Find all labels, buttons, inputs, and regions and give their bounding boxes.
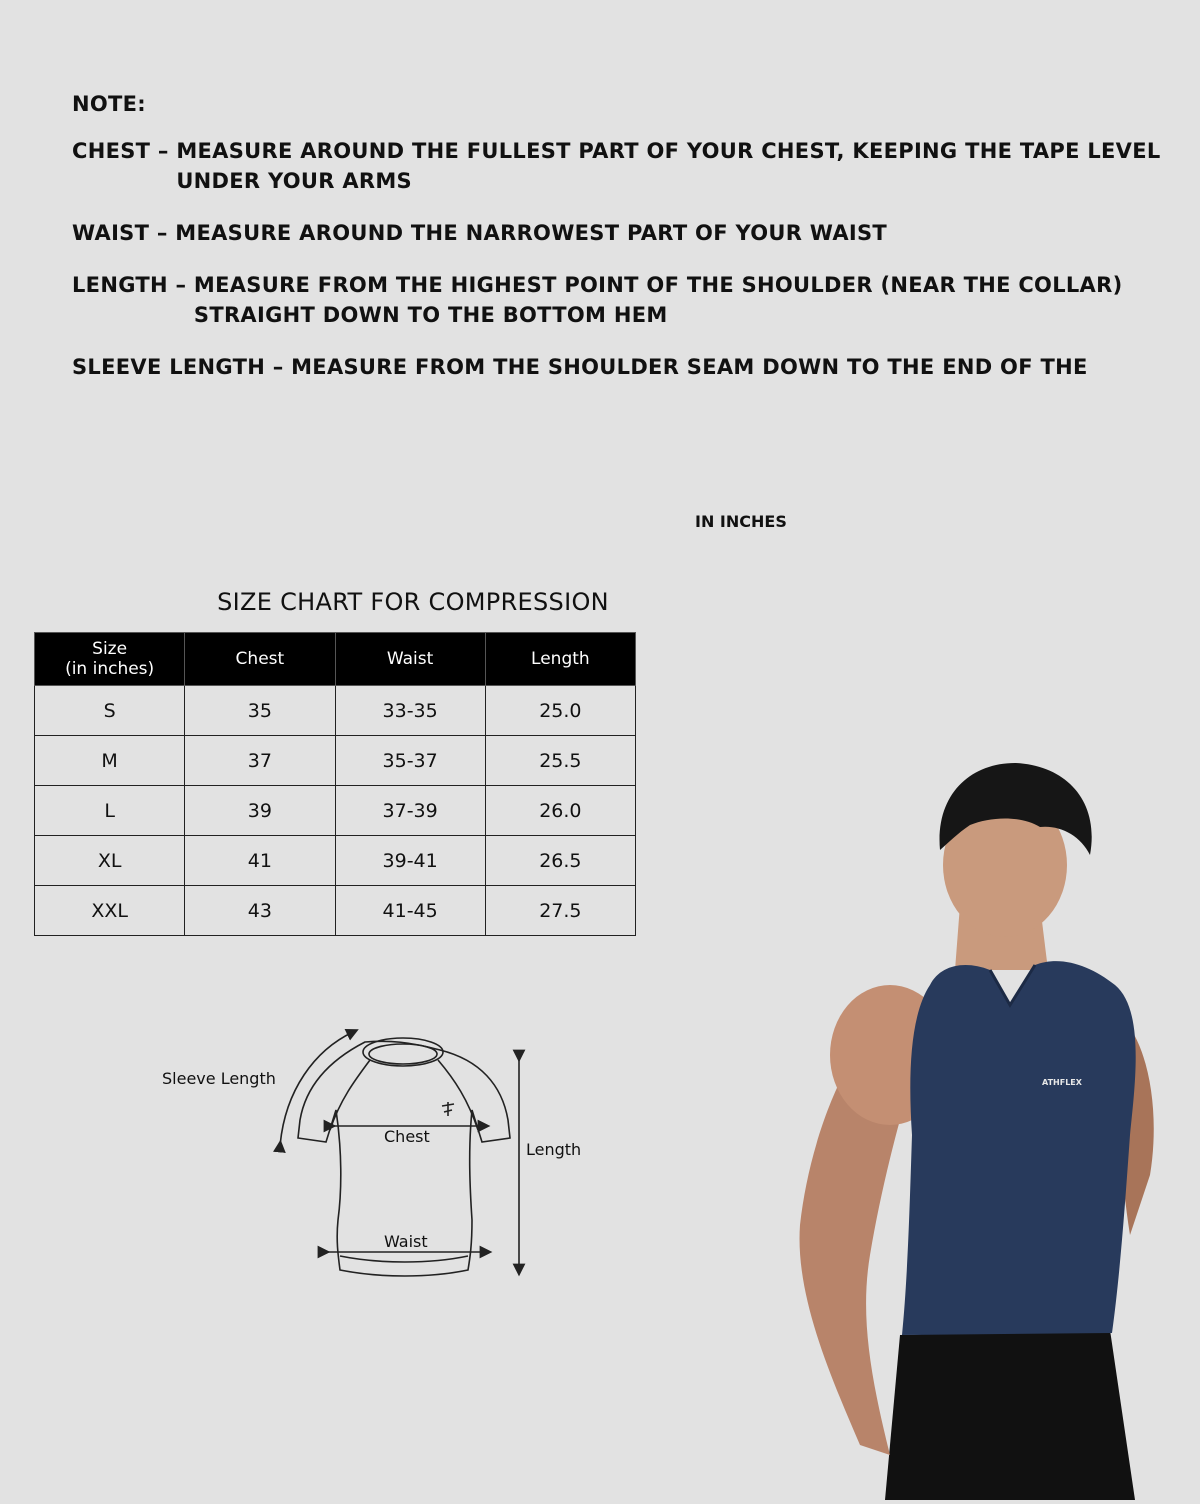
sleeve-length-label: Sleeve Length (162, 1069, 276, 1088)
length-cell: 25.5 (485, 736, 635, 786)
note-chest (72, 136, 1182, 196)
size-cell: S (35, 686, 185, 736)
chest-cell: 43 (185, 886, 335, 936)
header-waist: Waist (335, 633, 485, 686)
waist-cell: 41-45 (335, 886, 485, 936)
note-term: LENGTH (72, 273, 168, 297)
table-row (35, 686, 636, 736)
size-chart-title: SIZE CHART FOR COMPRESSION (217, 588, 609, 616)
length-cell: 25.0 (485, 686, 635, 736)
waist-cell: 37-39 (335, 786, 485, 836)
header-length: Length (485, 633, 635, 686)
note-separator: – (265, 355, 292, 379)
size-cell: M (35, 736, 185, 786)
note-description: MEASURE AROUND THE FULLEST PART OF YOUR CHEST, KEEPING THE TAPE LEVEL UNDER YOUR ARMS (176, 139, 1161, 193)
size-chart-table (34, 632, 636, 936)
chest-cell: 41 (185, 836, 335, 886)
notes-heading: NOTE: (72, 92, 146, 116)
note-term: WAIST (72, 221, 150, 245)
table-row (35, 836, 636, 886)
note-length (72, 270, 1182, 330)
model-wearing-compression-shirt-image (790, 755, 1200, 1500)
note-waist (72, 218, 1182, 248)
measurement-notes (72, 92, 1182, 404)
waist-cell: 35-37 (335, 736, 485, 786)
chest-cell: 37 (185, 736, 335, 786)
length-cell: 27.5 (485, 886, 635, 936)
waist-label: Waist (384, 1232, 428, 1251)
measurement-diagram (150, 1020, 610, 1290)
table-row (35, 786, 636, 836)
note-description: MEASURE AROUND THE NARROWEST PART OF YOUR WAIST (175, 221, 888, 245)
waist-cell: 39-41 (335, 836, 485, 886)
shirt-brand-print: ATHFLEX (1042, 1078, 1082, 1087)
note-separator: – (149, 221, 176, 245)
note-description: MEASURE FROM THE HIGHEST POINT OF THE SHOULDER (NEAR THE COLLAR) STRAIGHT DOWN TO THE BOTTOM HEM (193, 273, 1123, 327)
header-size: Size (in inches) (35, 633, 185, 686)
note-term: SLEEVE LENGTH (72, 355, 266, 379)
chest-cell: 35 (185, 686, 335, 736)
note-separator: – (167, 273, 194, 297)
length-cell: 26.0 (485, 786, 635, 836)
note-term: CHEST (72, 139, 151, 163)
length-label: Length (526, 1140, 582, 1159)
table-header-row (35, 633, 636, 686)
note-sleeve-length (72, 352, 1182, 382)
size-cell: L (35, 786, 185, 836)
waist-cell: 33-35 (335, 686, 485, 736)
note-description: MEASURE FROM THE SHOULDER SEAM DOWN TO THE END OF THE (291, 355, 1088, 379)
chest-label: Chest (384, 1127, 430, 1146)
header-chest: Chest (185, 633, 335, 686)
table-row (35, 736, 636, 786)
length-cell: 26.5 (485, 836, 635, 886)
chest-cell: 39 (185, 786, 335, 836)
unit-label: IN INCHES (695, 512, 787, 531)
table-row (35, 886, 636, 936)
size-cell: XL (35, 836, 185, 886)
model-photo (790, 755, 1200, 1500)
size-cell: XXL (35, 886, 185, 936)
note-separator: – (150, 139, 177, 163)
